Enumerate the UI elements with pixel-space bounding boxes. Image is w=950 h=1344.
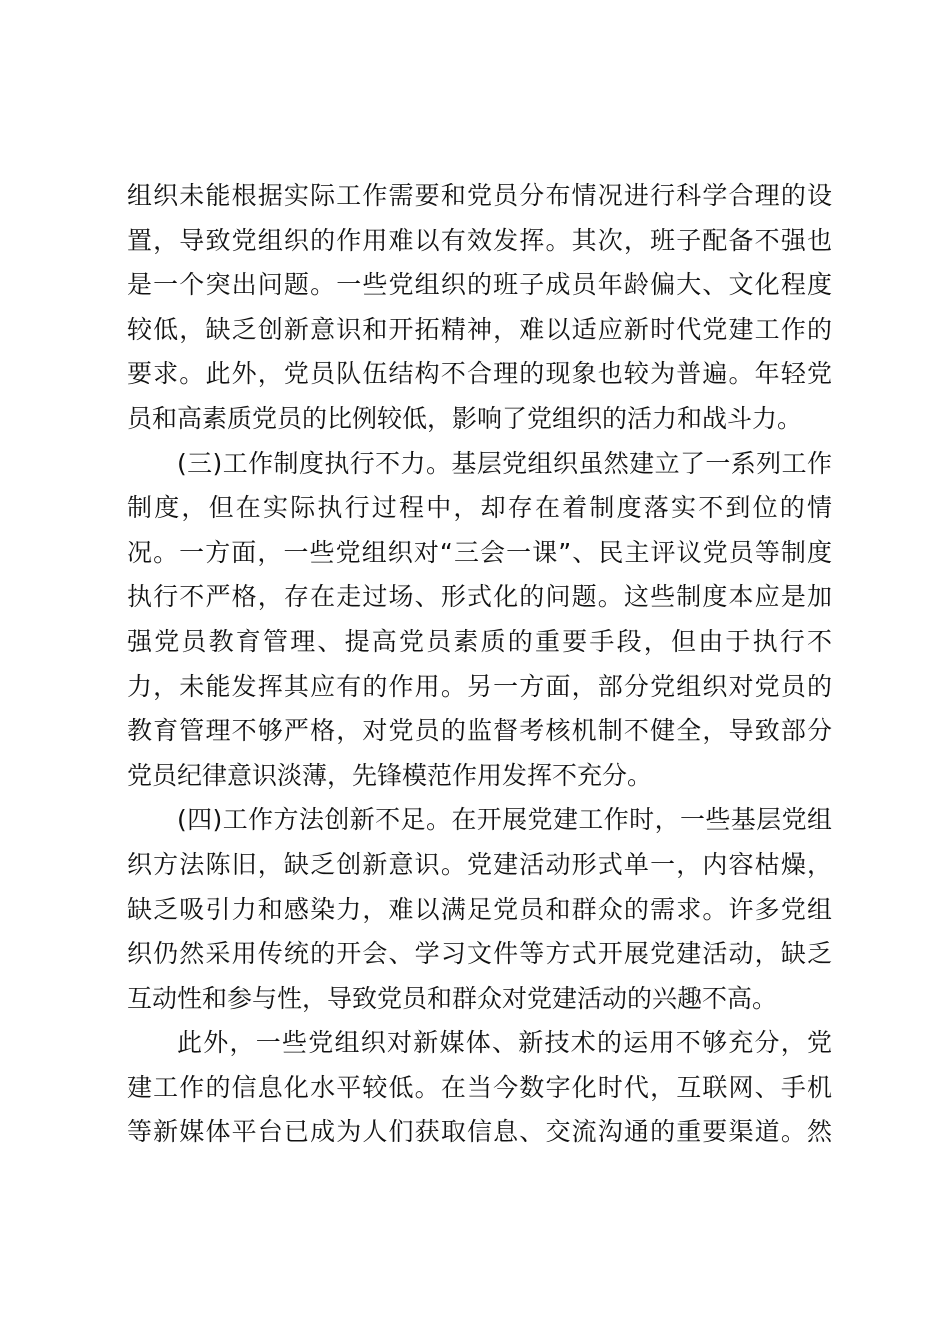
- text-line: 组织未能根据实际工作需要和党员分布情况进行科学合理的设: [127, 181, 832, 210]
- document-body: [127, 174, 832, 1155]
- text-line: 况。一方面，一些党组织对“三会一课”、民主评议党员等制度: [127, 537, 832, 567]
- text-line: 较低，缺乏创新意识和开拓精神，难以适应新时代党建工作的: [127, 314, 832, 344]
- text-line: 力，未能发挥其应有的作用。另一方面，部分党组织对党员的: [127, 671, 832, 701]
- section-heading-line: (四)工作方法创新不足。在开展党建工作时，一些基层党组: [177, 805, 832, 835]
- text-line: 等新媒体平台已成为人们获取信息、交流沟通的重要渠道。然: [127, 1117, 832, 1147]
- text-line: 教育管理不够严格，对党员的监督考核机制不健全，导致部分: [127, 716, 832, 746]
- text-line: 织仍然采用传统的开会、学习文件等方式开展党建活动，缺乏: [127, 939, 832, 969]
- text-line: 缺乏吸引力和感染力，难以满足党员和群众的需求。许多党组: [127, 894, 832, 924]
- text-line: 党员纪律意识淡薄，先锋模范作用发挥不充分。: [127, 760, 653, 790]
- text-line: 员和高素质党员的比例较低，影响了党组织的活力和战斗力。: [127, 403, 803, 433]
- text-line: 置，导致党组织的作用难以有效发挥。其次，班子配备不强也: [127, 225, 832, 255]
- section-heading-line: (三)工作制度执行不力。基层党组织虽然建立了一系列工作: [177, 448, 832, 478]
- text-line: 制度，但在实际执行过程中，却存在着制度落实不到位的情: [127, 493, 832, 523]
- paragraph-start-line: 此外，一些党组织对新媒体、新技术的运用不够充分，党: [177, 1028, 832, 1058]
- text-line: 互动性和参与性，导致党员和群众对党建活动的兴趣不高。: [127, 983, 778, 1013]
- text-line: 是一个突出问题。一些党组织的班子成员年龄偏大、文化程度: [127, 270, 832, 300]
- text-line: 强党员教育管理、提高党员素质的重要手段，但由于执行不: [127, 626, 832, 656]
- text-line: 要求。此外，党员队伍结构不合理的现象也较为普遍。年轻党: [127, 359, 832, 389]
- text-line: 建工作的信息化水平较低。在当今数字化时代，互联网、手机: [127, 1072, 832, 1102]
- text-line: 执行不严格，存在走过场、形式化的问题。这些制度本应是加: [127, 582, 832, 612]
- text-line: 织方法陈旧，缺乏创新意识。党建活动形式单一，内容枯燥，: [127, 849, 832, 879]
